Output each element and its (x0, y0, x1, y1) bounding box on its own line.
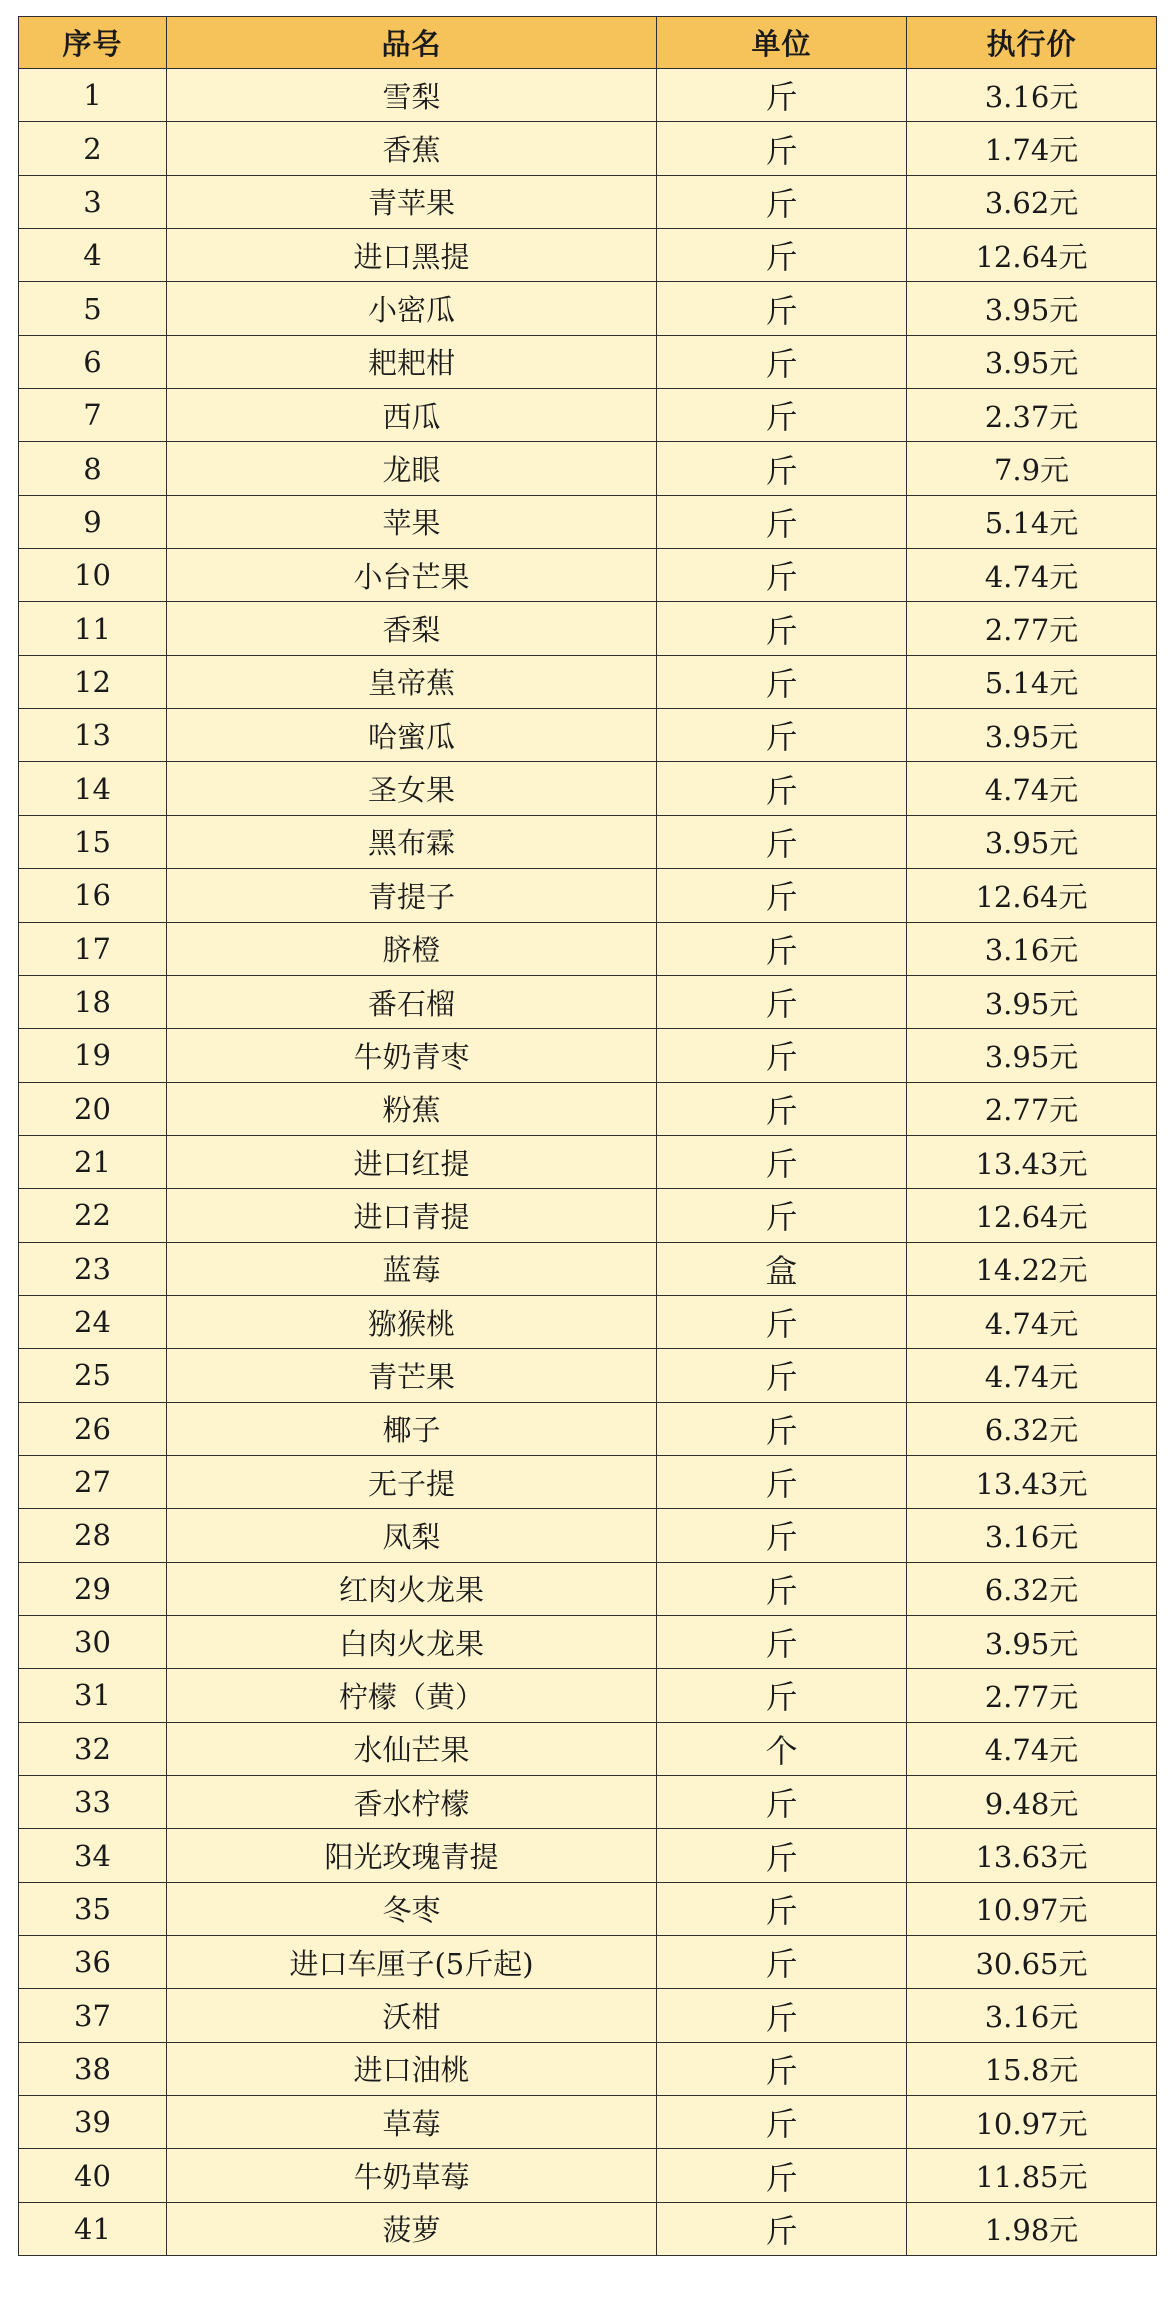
cell-unit: 个 (657, 1722, 907, 1775)
table-row (19, 389, 1157, 442)
cell-product-name: 皇帝蕉 (167, 655, 657, 708)
cell-price: 6.32元 (907, 1562, 1157, 1615)
cell-product-name: 菠萝 (167, 2202, 657, 2255)
cell-unit: 斤 (657, 1509, 907, 1562)
cell-index: 19 (19, 1029, 167, 1082)
table-row (19, 602, 1157, 655)
table-row (19, 1882, 1157, 1935)
cell-index: 22 (19, 1189, 167, 1242)
cell-price: 1.98元 (907, 2202, 1157, 2255)
cell-index: 15 (19, 815, 167, 868)
cell-price: 13.63元 (907, 1829, 1157, 1882)
table-row (19, 762, 1157, 815)
cell-index: 11 (19, 602, 167, 655)
cell-index: 40 (19, 2149, 167, 2202)
header-price: 执行价 (907, 17, 1157, 69)
cell-product-name: 小密瓜 (167, 282, 657, 335)
cell-price: 3.95元 (907, 282, 1157, 335)
cell-price: 15.8元 (907, 2042, 1157, 2095)
table-row (19, 2096, 1157, 2149)
table-row (19, 1722, 1157, 1775)
cell-index: 8 (19, 442, 167, 495)
cell-product-name: 香梨 (167, 602, 657, 655)
table-row (19, 1455, 1157, 1508)
cell-unit: 斤 (657, 495, 907, 548)
cell-unit: 斤 (657, 175, 907, 228)
table-row (19, 175, 1157, 228)
cell-unit: 斤 (657, 122, 907, 175)
cell-product-name: 青苹果 (167, 175, 657, 228)
cell-product-name: 进口青提 (167, 1189, 657, 1242)
cell-price: 3.62元 (907, 175, 1157, 228)
cell-index: 36 (19, 1936, 167, 1989)
cell-unit: 斤 (657, 335, 907, 388)
cell-product-name: 柠檬（黄） (167, 1669, 657, 1722)
cell-index: 38 (19, 2042, 167, 2095)
cell-product-name: 水仙芒果 (167, 1722, 657, 1775)
cell-index: 14 (19, 762, 167, 815)
cell-product-name: 进口红提 (167, 1135, 657, 1188)
cell-product-name: 进口车厘子(5斤起) (167, 1936, 657, 1989)
cell-price: 4.74元 (907, 549, 1157, 602)
cell-product-name: 进口黑提 (167, 229, 657, 282)
cell-unit: 斤 (657, 602, 907, 655)
cell-index: 1 (19, 69, 167, 122)
cell-unit: 斤 (657, 1029, 907, 1082)
cell-price: 3.16元 (907, 1509, 1157, 1562)
cell-index: 29 (19, 1562, 167, 1615)
table-row (19, 1349, 1157, 1402)
cell-product-name: 青芒果 (167, 1349, 657, 1402)
cell-price: 11.85元 (907, 2149, 1157, 2202)
cell-index: 31 (19, 1669, 167, 1722)
table-row (19, 1989, 1157, 2042)
table-row (19, 2149, 1157, 2202)
cell-price: 3.95元 (907, 709, 1157, 762)
cell-unit: 斤 (657, 762, 907, 815)
cell-price: 3.95元 (907, 975, 1157, 1028)
cell-price: 12.64元 (907, 869, 1157, 922)
cell-index: 27 (19, 1455, 167, 1508)
table-row (19, 655, 1157, 708)
cell-unit: 斤 (657, 975, 907, 1028)
cell-index: 5 (19, 282, 167, 335)
cell-product-name: 脐橙 (167, 922, 657, 975)
cell-price: 10.97元 (907, 2096, 1157, 2149)
cell-index: 24 (19, 1295, 167, 1348)
cell-unit: 斤 (657, 282, 907, 335)
table-row (19, 1936, 1157, 1989)
cell-price: 6.32元 (907, 1402, 1157, 1455)
cell-product-name: 小台芒果 (167, 549, 657, 602)
cell-price: 13.43元 (907, 1135, 1157, 1188)
cell-price: 7.9元 (907, 442, 1157, 495)
cell-price: 3.16元 (907, 69, 1157, 122)
cell-index: 23 (19, 1242, 167, 1295)
header-product-name: 品名 (167, 17, 657, 69)
table-row (19, 1776, 1157, 1829)
cell-index: 10 (19, 549, 167, 602)
cell-index: 28 (19, 1509, 167, 1562)
cell-product-name: 猕猴桃 (167, 1295, 657, 1348)
cell-product-name: 牛奶青枣 (167, 1029, 657, 1082)
cell-price: 4.74元 (907, 1295, 1157, 1348)
cell-index: 41 (19, 2202, 167, 2255)
cell-unit: 斤 (657, 2202, 907, 2255)
cell-product-name: 香水柠檬 (167, 1776, 657, 1829)
cell-product-name: 香蕉 (167, 122, 657, 175)
cell-product-name: 耙耙柑 (167, 335, 657, 388)
cell-index: 2 (19, 122, 167, 175)
cell-product-name: 龙眼 (167, 442, 657, 495)
cell-index: 33 (19, 1776, 167, 1829)
cell-unit: 斤 (657, 229, 907, 282)
cell-unit: 斤 (657, 1135, 907, 1188)
cell-price: 2.77元 (907, 1669, 1157, 1722)
cell-index: 4 (19, 229, 167, 282)
table-row (19, 1189, 1157, 1242)
cell-product-name: 苹果 (167, 495, 657, 548)
cell-index: 9 (19, 495, 167, 548)
cell-index: 3 (19, 175, 167, 228)
cell-unit: 斤 (657, 1349, 907, 1402)
table-header (19, 17, 1157, 69)
cell-unit: 斤 (657, 549, 907, 602)
cell-product-name: 凤梨 (167, 1509, 657, 1562)
table-row (19, 122, 1157, 175)
cell-price: 4.74元 (907, 1722, 1157, 1775)
cell-unit: 斤 (657, 1669, 907, 1722)
table-row (19, 282, 1157, 335)
cell-product-name: 草莓 (167, 2096, 657, 2149)
cell-unit: 斤 (657, 922, 907, 975)
table-row (19, 1135, 1157, 1188)
cell-price: 2.77元 (907, 602, 1157, 655)
cell-unit: 斤 (657, 1882, 907, 1935)
cell-index: 21 (19, 1135, 167, 1188)
cell-price: 10.97元 (907, 1882, 1157, 1935)
cell-index: 25 (19, 1349, 167, 1402)
cell-product-name: 冬枣 (167, 1882, 657, 1935)
header-unit: 单位 (657, 17, 907, 69)
cell-price: 3.95元 (907, 1029, 1157, 1082)
cell-unit: 斤 (657, 709, 907, 762)
cell-unit: 斤 (657, 442, 907, 495)
table-row (19, 2202, 1157, 2255)
cell-index: 17 (19, 922, 167, 975)
table-row (19, 1829, 1157, 1882)
cell-index: 34 (19, 1829, 167, 1882)
cell-price: 2.37元 (907, 389, 1157, 442)
cell-product-name: 黑布霖 (167, 815, 657, 868)
cell-price: 2.77元 (907, 1082, 1157, 1135)
price-table (18, 16, 1157, 2256)
cell-product-name: 沃柑 (167, 1989, 657, 2042)
table-body (19, 69, 1157, 2256)
cell-unit: 斤 (657, 2096, 907, 2149)
cell-product-name: 青提子 (167, 869, 657, 922)
cell-unit: 斤 (657, 1562, 907, 1615)
table-row (19, 869, 1157, 922)
cell-price: 12.64元 (907, 229, 1157, 282)
cell-index: 13 (19, 709, 167, 762)
table-row (19, 495, 1157, 548)
table-row (19, 1669, 1157, 1722)
cell-unit: 斤 (657, 69, 907, 122)
table-row (19, 709, 1157, 762)
cell-price: 30.65元 (907, 1936, 1157, 1989)
cell-product-name: 雪梨 (167, 69, 657, 122)
table-row (19, 229, 1157, 282)
cell-unit: 斤 (657, 2149, 907, 2202)
cell-product-name: 圣女果 (167, 762, 657, 815)
cell-unit: 盒 (657, 1242, 907, 1295)
cell-product-name: 粉蕉 (167, 1082, 657, 1135)
cell-product-name: 牛奶草莓 (167, 2149, 657, 2202)
cell-unit: 斤 (657, 1776, 907, 1829)
table-row (19, 1082, 1157, 1135)
cell-price: 14.22元 (907, 1242, 1157, 1295)
cell-product-name: 进口油桃 (167, 2042, 657, 2095)
cell-unit: 斤 (657, 1295, 907, 1348)
cell-price: 13.43元 (907, 1455, 1157, 1508)
cell-product-name: 西瓜 (167, 389, 657, 442)
cell-index: 39 (19, 2096, 167, 2149)
table-row (19, 815, 1157, 868)
cell-index: 37 (19, 1989, 167, 2042)
table-row (19, 1402, 1157, 1455)
cell-price: 5.14元 (907, 655, 1157, 708)
cell-unit: 斤 (657, 869, 907, 922)
cell-unit: 斤 (657, 1189, 907, 1242)
table-row (19, 335, 1157, 388)
table-row (19, 975, 1157, 1028)
cell-product-name: 椰子 (167, 1402, 657, 1455)
table-row (19, 1029, 1157, 1082)
cell-unit: 斤 (657, 1936, 907, 1989)
cell-product-name: 红肉火龙果 (167, 1562, 657, 1615)
cell-price: 4.74元 (907, 762, 1157, 815)
cell-unit: 斤 (657, 2042, 907, 2095)
cell-price: 3.95元 (907, 815, 1157, 868)
cell-product-name: 阳光玫瑰青提 (167, 1829, 657, 1882)
table-row (19, 1242, 1157, 1295)
cell-price: 5.14元 (907, 495, 1157, 548)
cell-price: 3.95元 (907, 1615, 1157, 1668)
cell-unit: 斤 (657, 389, 907, 442)
table-row (19, 1615, 1157, 1668)
cell-index: 6 (19, 335, 167, 388)
cell-index: 26 (19, 1402, 167, 1455)
cell-index: 12 (19, 655, 167, 708)
header-row (19, 17, 1157, 69)
cell-price: 12.64元 (907, 1189, 1157, 1242)
cell-product-name: 番石榴 (167, 975, 657, 1028)
table-row (19, 922, 1157, 975)
cell-price: 3.16元 (907, 1989, 1157, 2042)
cell-unit: 斤 (657, 815, 907, 868)
table-row (19, 1562, 1157, 1615)
cell-index: 7 (19, 389, 167, 442)
cell-unit: 斤 (657, 655, 907, 708)
table-row (19, 442, 1157, 495)
cell-product-name: 蓝莓 (167, 1242, 657, 1295)
cell-index: 20 (19, 1082, 167, 1135)
table-row (19, 2042, 1157, 2095)
cell-unit: 斤 (657, 1455, 907, 1508)
cell-index: 18 (19, 975, 167, 1028)
cell-price: 1.74元 (907, 122, 1157, 175)
cell-price: 3.95元 (907, 335, 1157, 388)
cell-product-name: 无子提 (167, 1455, 657, 1508)
cell-price: 9.48元 (907, 1776, 1157, 1829)
cell-unit: 斤 (657, 1402, 907, 1455)
cell-index: 30 (19, 1615, 167, 1668)
cell-unit: 斤 (657, 1082, 907, 1135)
table-row (19, 1295, 1157, 1348)
cell-price: 3.16元 (907, 922, 1157, 975)
cell-product-name: 白肉火龙果 (167, 1615, 657, 1668)
cell-unit: 斤 (657, 1615, 907, 1668)
table-row (19, 69, 1157, 122)
cell-index: 16 (19, 869, 167, 922)
cell-index: 35 (19, 1882, 167, 1935)
cell-price: 4.74元 (907, 1349, 1157, 1402)
cell-unit: 斤 (657, 1989, 907, 2042)
header-index: 序号 (19, 17, 167, 69)
cell-product-name: 哈蜜瓜 (167, 709, 657, 762)
table-row (19, 1509, 1157, 1562)
cell-unit: 斤 (657, 1829, 907, 1882)
table-row (19, 549, 1157, 602)
cell-index: 32 (19, 1722, 167, 1775)
